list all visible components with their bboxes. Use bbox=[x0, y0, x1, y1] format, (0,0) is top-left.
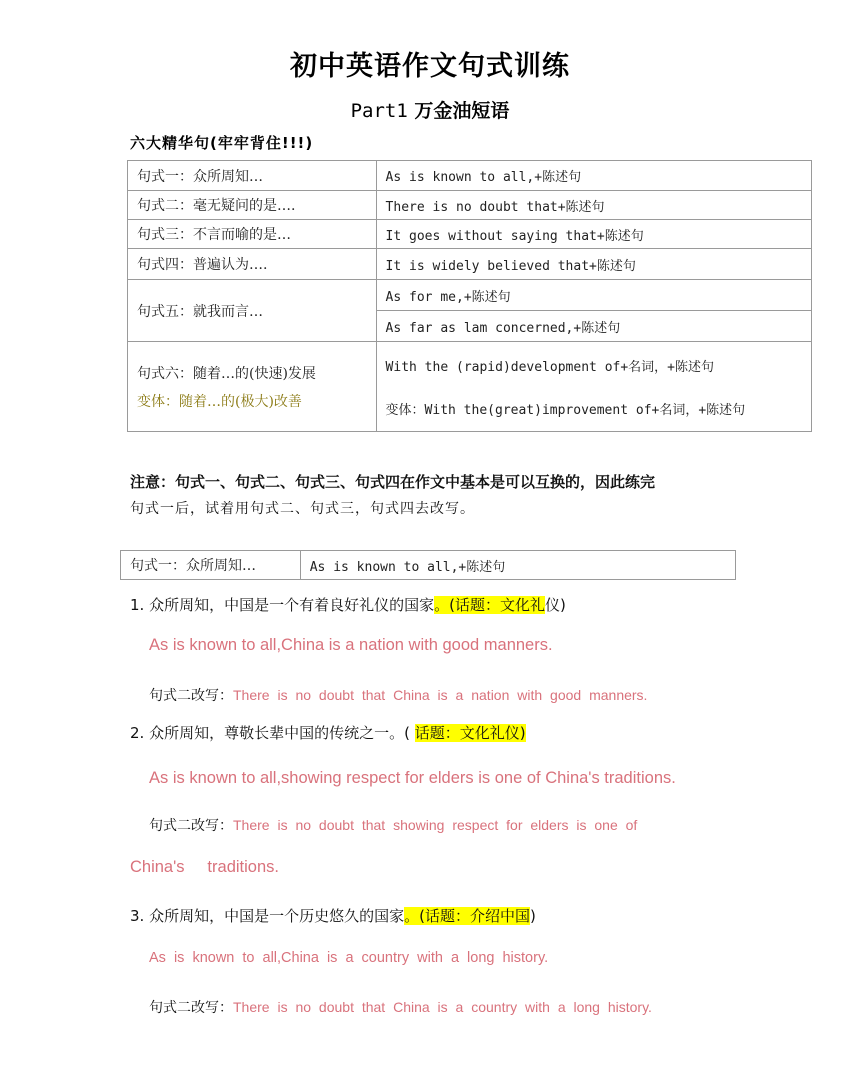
pattern-zh: 句式六：随着…的(快速)发展 bbox=[137, 365, 316, 382]
exercise-3-prompt bbox=[130, 905, 536, 926]
topic-tail: 仪) bbox=[544, 596, 566, 614]
exercise-2-prompt bbox=[130, 722, 526, 743]
rewrite-text: There is no doubt that China is a country with a long history. bbox=[233, 999, 652, 1015]
exercise-1-prompt bbox=[130, 594, 566, 615]
exercise-1-answer: As is known to all,China is a nation with good manners. bbox=[149, 636, 553, 654]
exercise-2-rewrite bbox=[149, 815, 637, 835]
table-row bbox=[128, 220, 812, 249]
table-row bbox=[128, 342, 812, 432]
exercise-2-answer: As is known to all,showing respect for elders is one of China's traditions. bbox=[149, 769, 676, 787]
table-row bbox=[128, 280, 812, 311]
pattern-zh: 句式四：普遍认为…. bbox=[128, 249, 377, 280]
rewrite-text: There is no doubt that China is a nation with good manners. bbox=[233, 687, 648, 703]
pattern-en-cell bbox=[376, 342, 811, 432]
pattern-zh-variant: 变体：随着…的(极大)改善 bbox=[137, 393, 302, 410]
rewrite-text: There is no doubt that showing respect for elders is one of bbox=[233, 817, 638, 833]
pattern-en: As for me,+陈述句 bbox=[376, 280, 811, 311]
table-row bbox=[128, 249, 812, 280]
table-row bbox=[121, 551, 736, 580]
part-subtitle bbox=[0, 96, 860, 123]
pattern-en: With the (rapid)development of+名词，+陈述句 bbox=[385, 359, 715, 375]
pattern-zh: 句式三：不言而喻的是… bbox=[128, 220, 377, 249]
pattern-table bbox=[127, 160, 812, 432]
part-name: 万金油短语 bbox=[414, 100, 510, 122]
exercise-text: 众所周知，中国是一个历史悠久的国家 bbox=[149, 907, 405, 925]
exercise-2-rewrite-continued: China's traditions. bbox=[130, 858, 279, 876]
topic-highlight: 话题：文化礼仪) bbox=[414, 724, 526, 742]
pattern-en: There is no doubt that+陈述句 bbox=[376, 191, 811, 220]
pattern-zh: 句式五：就我而言… bbox=[128, 280, 377, 342]
practice-table bbox=[120, 550, 736, 580]
pattern-en-variant: 变体：With the(great)improvement of+名词，+陈述句 bbox=[385, 402, 746, 418]
rewrite-label: 句式二改写： bbox=[149, 999, 233, 1015]
section-heading: 六大精华句(牢牢背住!!!) bbox=[130, 134, 314, 152]
exercise-3-answer: As is known to all,China is a country with a long history. bbox=[149, 950, 549, 966]
table-row bbox=[128, 191, 812, 220]
part-number: Part1 bbox=[350, 100, 408, 122]
topic-open: 。( bbox=[389, 724, 410, 742]
exercise-number: 3. bbox=[130, 907, 145, 925]
note-line-2: 句式一后，试着用句式二、句式三，句式四去改写。 bbox=[130, 501, 475, 517]
document-title: 初中英语作文句式训练 bbox=[290, 51, 570, 82]
exercise-3-rewrite bbox=[149, 997, 652, 1017]
exercise-1-rewrite bbox=[149, 685, 647, 705]
rewrite-label: 句式二改写： bbox=[149, 817, 233, 833]
rewrite-label: 句式二改写： bbox=[149, 687, 233, 703]
pattern-en: As far as lam concerned,+陈述句 bbox=[376, 311, 811, 342]
pattern-en: As is known to all,+陈述句 bbox=[376, 161, 811, 191]
exercise-number: 1. bbox=[130, 596, 145, 614]
pattern-en: It is widely believed that+陈述句 bbox=[376, 249, 811, 280]
pattern-zh: 句式二：毫无疑问的是…. bbox=[128, 191, 377, 220]
topic-highlight: 。(话题：介绍中国 bbox=[404, 907, 530, 925]
topic-highlight: 。(话题：文化礼 bbox=[434, 596, 545, 614]
exercise-text: 众所周知，中国是一个有着良好礼仪的国家 bbox=[149, 596, 435, 614]
topic-tail: ) bbox=[529, 907, 536, 925]
exercise-text: 众所周知，尊敬长辈中国的传统之一 bbox=[149, 724, 390, 742]
note-line-1: 注意：句式一、句式二、句式三、句式四在作文中基本是可以互换的，因此练完 bbox=[130, 473, 656, 491]
pattern-zh-cell bbox=[128, 342, 377, 432]
practice-zh: 句式一：众所周知… bbox=[121, 551, 301, 580]
practice-en: As is known to all,+陈述句 bbox=[300, 551, 735, 580]
pattern-zh: 句式一：众所周知… bbox=[128, 161, 377, 191]
exercise-number: 2. bbox=[130, 724, 145, 742]
pattern-en: It goes without saying that+陈述句 bbox=[376, 220, 811, 249]
table-row bbox=[128, 161, 812, 191]
